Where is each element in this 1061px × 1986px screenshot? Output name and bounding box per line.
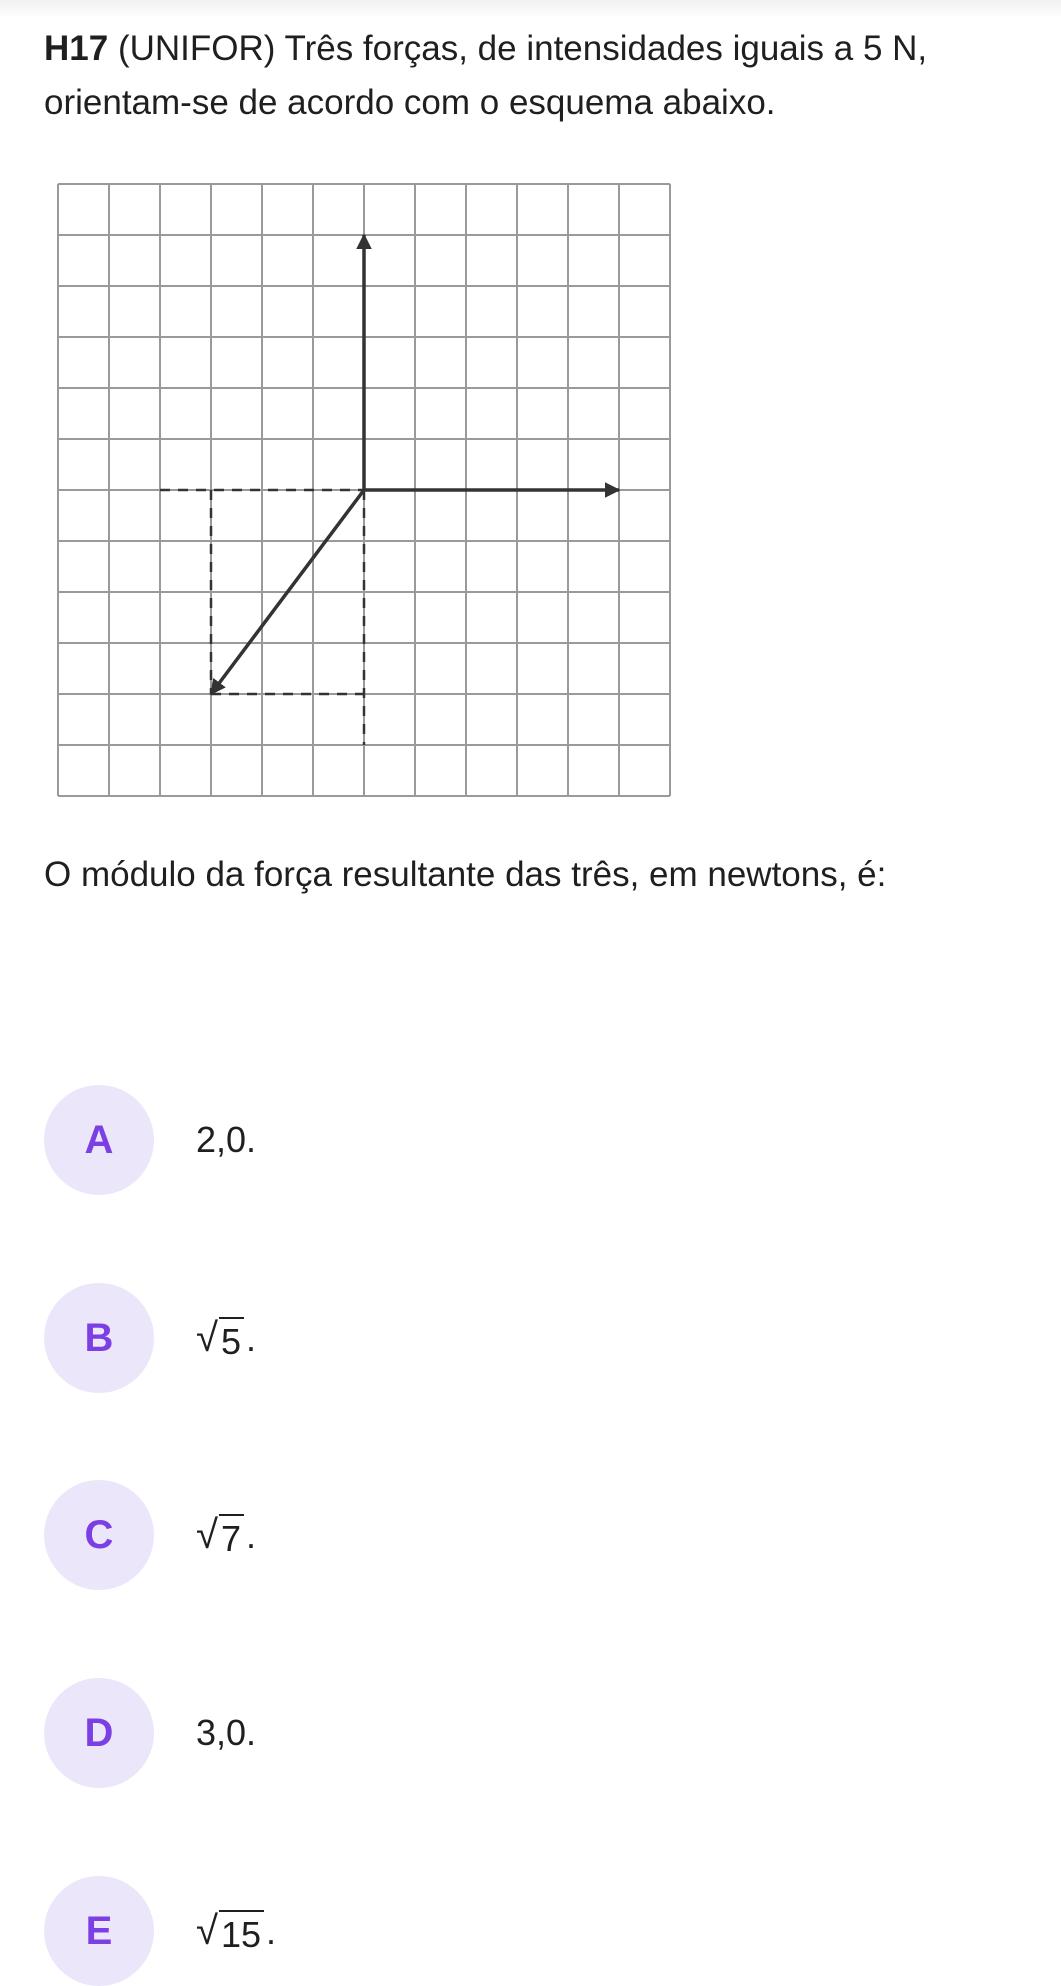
option-text	[196, 1313, 256, 1365]
sqrt-expression	[196, 1313, 244, 1365]
option-e[interactable]	[44, 1876, 944, 1986]
question-text	[44, 22, 1044, 130]
radicand: 5	[219, 1317, 244, 1365]
option-suffix: .	[245, 1318, 256, 1359]
option-a[interactable]	[44, 1085, 944, 1195]
option-letter-badge: B	[44, 1283, 154, 1393]
option-suffix: .	[266, 1911, 277, 1952]
radical-sign: √	[196, 1513, 218, 1557]
option-text: 3,0.	[196, 1712, 257, 1753]
prompt-text: O módulo da força resultante das três, em newtons, é:	[44, 855, 887, 894]
option-text	[196, 1510, 256, 1562]
sqrt-expression	[196, 1510, 244, 1562]
option-letter-badge: C	[44, 1480, 154, 1590]
question-body: (UNIFOR) Três forças, de intensidades iguais a 5 N, orientam-se de acordo com o esquema abaixo.	[44, 29, 928, 122]
radical-sign: √	[196, 1909, 218, 1953]
sqrt-expression	[196, 1906, 264, 1958]
option-d[interactable]	[44, 1678, 944, 1788]
option-letter-badge: D	[44, 1678, 154, 1788]
top-fade	[0, 0, 1061, 18]
option-suffix: .	[245, 1515, 256, 1556]
option-c[interactable]	[44, 1480, 944, 1590]
radicand: 7	[219, 1514, 244, 1562]
force-diagram	[56, 182, 672, 798]
radicand: 15	[219, 1910, 264, 1958]
option-b[interactable]	[44, 1283, 944, 1393]
option-letter-badge: E	[44, 1876, 154, 1986]
option-text: 2,0.	[196, 1119, 257, 1160]
question-code: H17	[44, 29, 109, 68]
option-text	[196, 1906, 276, 1958]
option-letter-badge: A	[44, 1085, 154, 1195]
radical-sign: √	[196, 1316, 218, 1360]
